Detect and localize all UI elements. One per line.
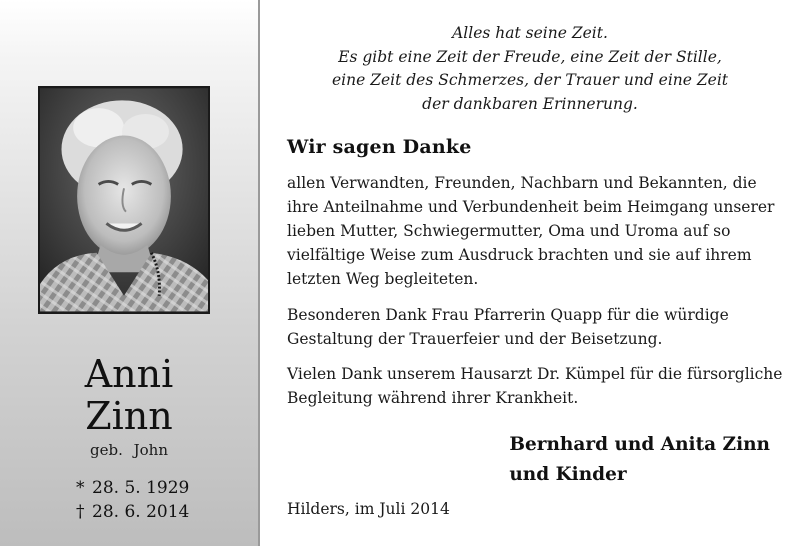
- maiden-name: geb. John: [90, 441, 168, 459]
- signature: [509, 430, 770, 490]
- paragraph-line: vielfältige Weise zum Ausdruck brachten und sie auf ihrem: [287, 246, 752, 264]
- paragraph-line: Gestaltung der Trauerfeier und der Beisetzung.: [287, 330, 663, 348]
- first-name: Anni: [84, 352, 174, 396]
- paragraph-line: lieben Mutter, Schwiegermutter, Oma und Uroma auf so: [287, 222, 731, 240]
- signature-line: und Kinder: [509, 464, 627, 485]
- thanks-heading: Wir sagen Danke: [287, 136, 472, 158]
- paragraph-line: ihre Anteilnahme und Verbundenheit beim Heimgang unserer: [287, 198, 775, 216]
- motto: [300, 22, 760, 116]
- portrait-image: [40, 88, 208, 312]
- doctor-thanks-paragraph: [287, 362, 783, 410]
- birth-date: 28. 5. 1929: [92, 478, 190, 498]
- motto-line: Es gibt eine Zeit der Freude, eine Zeit der Stille,: [338, 47, 722, 66]
- motto-line: der dankbaren Erinnerung.: [422, 94, 638, 113]
- paragraph-line: Begleitung während ihrer Krankheit.: [287, 389, 579, 407]
- pastor-thanks-paragraph: [287, 303, 771, 351]
- paragraph-line: letzten Weg begleiteten.: [287, 270, 479, 288]
- death-date-line: [76, 502, 189, 522]
- last-name: Zinn: [85, 394, 173, 438]
- place-date: Hilders, im Juli 2014: [287, 500, 450, 518]
- left-panel: [0, 0, 258, 546]
- birth-star-icon: *: [76, 478, 85, 498]
- motto-line: eine Zeit des Schmerzes, der Trauer und eine Zeit: [331, 71, 729, 89]
- thanks-paragraph: [287, 171, 775, 291]
- motto-line: Alles hat seine Zeit.: [452, 24, 608, 42]
- death-cross-icon: †: [76, 502, 85, 522]
- portrait-photo: [38, 86, 210, 314]
- panel-divider: [258, 0, 260, 546]
- paragraph-line: allen Verwandten, Freunden, Nachbarn und Bekannten, die: [287, 174, 757, 192]
- paragraph-line: Vielen Dank unserem Hausarzt Dr. Kümpel für die fürsorgliche: [287, 365, 783, 383]
- signature-line: Bernhard und Anita Zinn: [509, 434, 770, 455]
- paragraph-line: Besonderen Dank Frau Pfarrerin Quapp für die würdige: [287, 306, 729, 324]
- death-date: 28. 6. 2014: [92, 502, 190, 522]
- birth-date-line: [76, 478, 189, 498]
